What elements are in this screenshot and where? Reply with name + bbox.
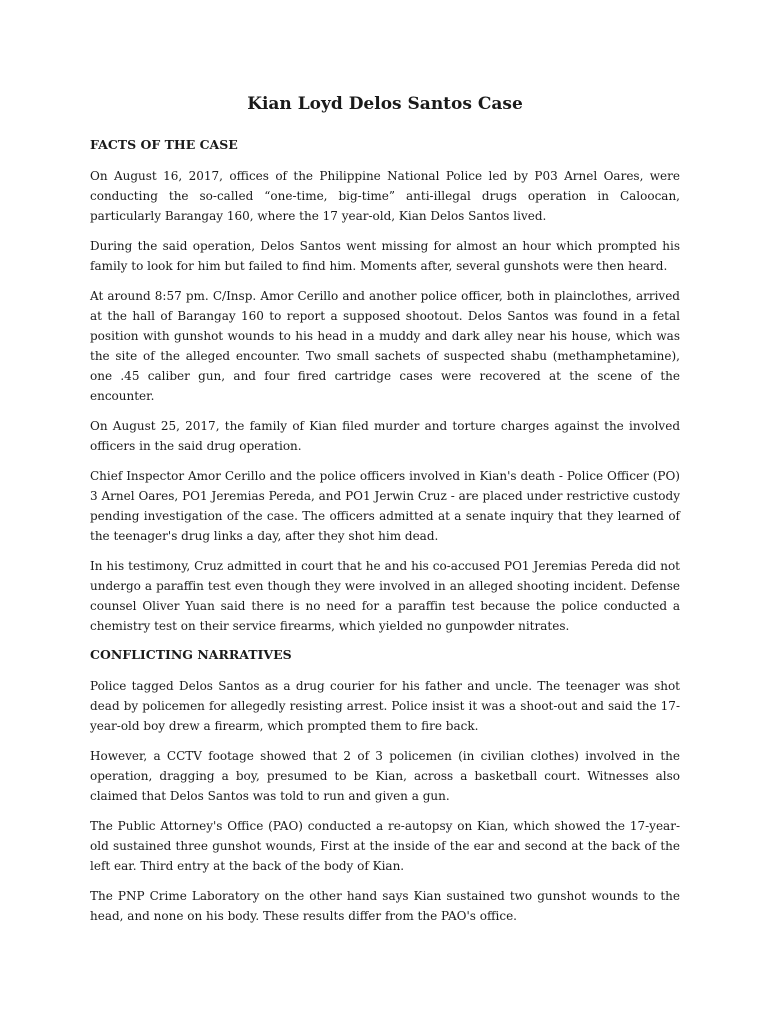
paragraph: Chief Inspector Amor Cerillo and the police officers involved in Kian's death - Police Officer (PO) 3 Arnel Oares, PO1 Jeremias Pereda, and PO1 Jerwin Cruz - are placed under restrictive custody pending investigation of the case. The officers admitted at a senate inquiry that they learned of the teenager's drug links a day, after they shot him dead. — [90, 469, 680, 543]
paragraph: In his testimony, Cruz admitted in court that he and his co-accused PO1 Jeremias Pereda did not undergo a paraffin test even though they were involved in an alleged shooting incident. Defense counsel Oliver Yuan said there is no need for a paraffin test because the police conducted a chemistry test on their service firearms, which yielded no gunpowder nitrates. — [90, 559, 680, 633]
paragraph: At around 8:57 pm. C/Insp. Amor Cerillo and another police officer, both in plainclothes, arrived at the hall of Barangay 160 to report a supposed shootout. Delos Santos was found in a fetal position with gunshot wounds to his head in a muddy and dark alley near his house, which was the site of the alleged encounter. Two small sachets of suspected shabu (methamphetamine), one .45 caliber gun, and four fired cartridge cases were recovered at the scene of the encounter. — [90, 289, 680, 403]
paragraph: On August 25, 2017, the family of Kian filed murder and torture charges against the involved officers in the said drug operation. — [90, 419, 680, 453]
document-page — [90, 92, 680, 936]
section-facts-of-the-case — [90, 136, 680, 636]
paragraph: The PNP Crime Laboratory on the other hand says Kian sustained two gunshot wounds to the head, and none on his body. These results differ from the PAO's office. — [90, 889, 680, 923]
section-heading: FACTS OF THE CASE — [90, 137, 238, 152]
paragraph: During the said operation, Delos Santos went missing for almost an hour which prompted his family to look for him but failed to find him. Moments after, several gunshots were then heard. — [90, 239, 680, 273]
paragraph: The Public Attorney's Office (PAO) conducted a re-autopsy on Kian, which showed the 17-year-old sustained three gunshot wounds, First at the inside of the ear and second at the back of the left ear. Third entry at the back of the body of Kian. — [90, 819, 680, 873]
section-conflicting-narratives — [90, 646, 680, 926]
paragraph: However, a CCTV footage showed that 2 of 3 policemen (in civilian clothes) involved in the operation, dragging a boy, presumed to be Kian, across a basketball court. Witnesses also claimed that Delos Santos was told to run and given a gun. — [90, 749, 680, 803]
paragraph: Police tagged Delos Santos as a drug courier for his father and uncle. The teenager was shot dead by policemen for allegedly resisting arrest. Police insist it was a shoot-out and said the 17-year-old boy drew a firearm, which prompted them to fire back. — [90, 679, 680, 733]
document-title: Kian Loyd Delos Santos Case — [247, 94, 523, 114]
paragraph: On August 16, 2017, offices of the Philippine National Police led by P03 Arnel Oares, were conducting the so-called “one-time, big-time” anti-illegal drugs operation in Caloocan, particularly Barangay 160, where the 17 year-old, Kian Delos Santos lived. — [90, 169, 680, 223]
section-heading: CONFLICTING NARRATIVES — [90, 647, 292, 662]
